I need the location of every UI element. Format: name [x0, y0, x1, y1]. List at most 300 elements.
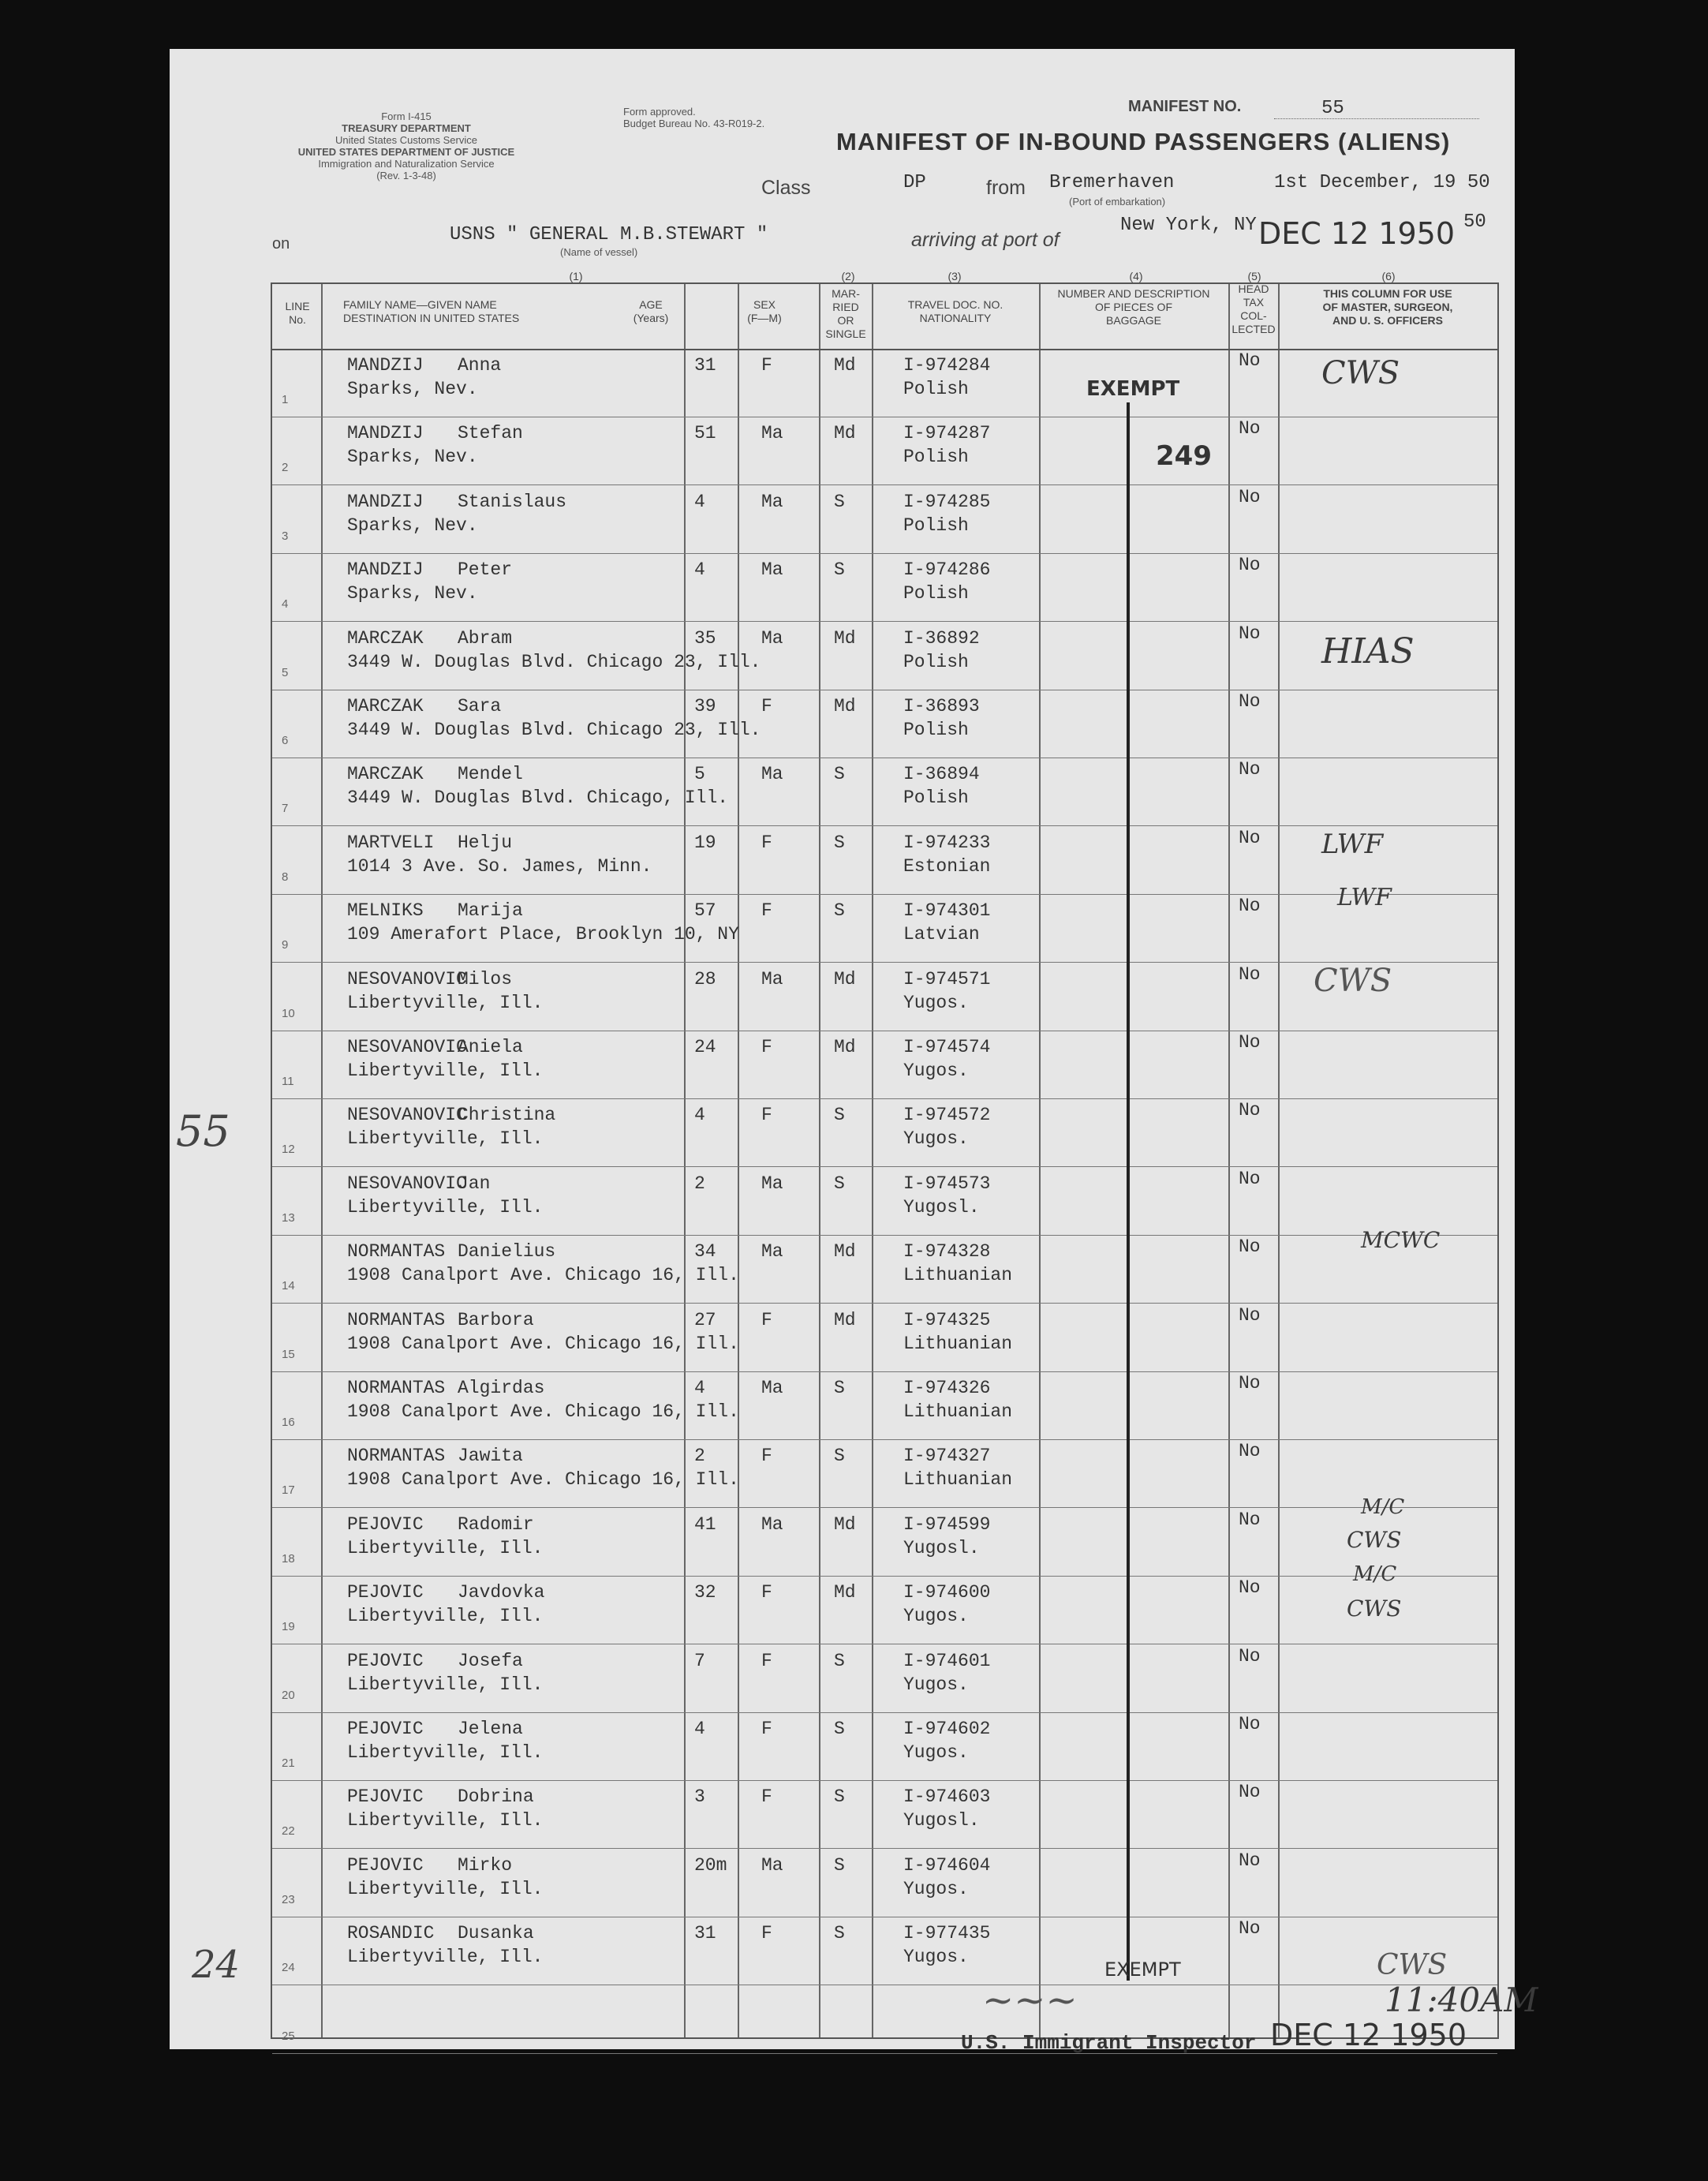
marital-status: Md: [834, 627, 856, 649]
nationality: Polish: [903, 514, 969, 536]
destination: 109 Amerafort Place, Brooklyn 10, NY: [347, 924, 739, 945]
head-tax: No: [1239, 896, 1261, 917]
marital-status: Md: [834, 1309, 856, 1330]
sex: F: [761, 355, 772, 376]
destination: Libertyville, Ill.: [347, 1061, 544, 1081]
baggage-exempt-bottom: EXEMPT: [1104, 1958, 1181, 1981]
marital-status: S: [834, 1719, 845, 1739]
given-name: Aniela: [458, 1037, 523, 1057]
travel-doc-no: I-974287: [903, 423, 991, 444]
travel-doc-no: I-974572: [903, 1105, 991, 1126]
nationality: Yugos.: [903, 1742, 969, 1763]
given-name: Jelena: [458, 1719, 523, 1739]
sex: Ma: [761, 1854, 783, 1876]
marital-status: S: [834, 1378, 845, 1398]
age: 7: [694, 1650, 705, 1671]
marital-status: Md: [834, 1513, 856, 1535]
manifest-page: [170, 49, 1538, 2055]
col-sex-header: SEX (F—M): [747, 298, 782, 324]
age: 4: [694, 559, 705, 581]
family-name: PEJOVIC: [347, 1513, 424, 1535]
family-name: MANDZIJ: [347, 491, 424, 512]
port-embarkation-note: (Port of embarkation): [1069, 196, 1166, 208]
line-number: 7: [282, 802, 289, 816]
given-name: Helju: [458, 832, 513, 853]
col-num-5: (5): [1247, 270, 1261, 282]
nationality: Yugos.: [903, 992, 969, 1013]
travel-doc-no: I-974301: [903, 900, 991, 922]
line-number: 14: [282, 1279, 295, 1293]
sex: F: [761, 1105, 772, 1126]
marital-status: Md: [834, 423, 856, 444]
date-value: 1st December, 19 50: [1274, 172, 1490, 193]
destination: Libertyville, Ill.: [347, 1606, 544, 1627]
sex: F: [761, 1446, 772, 1467]
destination: Libertyville, Ill.: [347, 1947, 544, 1968]
marital-status: Md: [834, 1241, 856, 1263]
family-name: MANDZIJ: [347, 423, 424, 444]
family-name: PEJOVIC: [347, 1650, 424, 1671]
head-tax: No: [1239, 1918, 1261, 1940]
age: 20m: [694, 1854, 727, 1876]
table-row: [272, 1031, 1497, 1099]
family-name: PEJOVIC: [347, 1582, 424, 1603]
head-tax: No: [1239, 555, 1261, 576]
destination: 1014 3 Ave. So. James, Minn.: [347, 855, 652, 877]
marital-status: S: [834, 900, 845, 922]
given-name: Abram: [458, 627, 513, 649]
travel-doc-no: I-974285: [903, 491, 991, 512]
sex: Ma: [761, 1513, 783, 1535]
note-mcwc: MCWC: [1361, 1227, 1441, 1253]
nationality: Polish: [903, 379, 969, 399]
travel-doc-no: I-36893: [903, 696, 980, 716]
age: 19: [694, 832, 716, 853]
given-name: Mendel: [458, 764, 523, 785]
sex: Ma: [761, 559, 783, 581]
head-tax: No: [1239, 1509, 1261, 1530]
destination: Libertyville, Ill.: [347, 1674, 544, 1695]
given-name: Jan: [458, 1173, 491, 1194]
travel-doc-no: I-974325: [903, 1309, 991, 1330]
note-mc-2: M/C: [1353, 1562, 1397, 1586]
family-name: MARCZAK: [347, 764, 424, 785]
approval-text: Form approved.: [623, 106, 696, 118]
destination: Libertyville, Ill.: [347, 1810, 544, 1831]
col-num-2: (2): [841, 270, 855, 282]
given-name: Sara: [458, 696, 502, 716]
family-name: NESOVANOVIC: [347, 1037, 467, 1057]
table-row: [272, 1917, 1497, 1985]
col-name-header: FAMILY NAME—GIVEN NAME DESTINATION IN UNITED STATES: [343, 298, 520, 324]
age: 3: [694, 1786, 705, 1808]
nationality: Polish: [903, 447, 969, 468]
sex: F: [761, 900, 772, 922]
line-number: 2: [282, 461, 289, 475]
col-headtax-header: HEAD TAX COL- LECTED: [1231, 282, 1276, 335]
given-name: Stefan: [458, 423, 523, 444]
family-name: NORMANTAS: [347, 1378, 446, 1398]
given-name: Josefa: [458, 1650, 523, 1671]
line-number: 5: [282, 665, 289, 679]
family-name: MANDZIJ: [347, 355, 424, 376]
marital-status: S: [834, 1446, 845, 1467]
line-number: 21: [282, 1756, 295, 1770]
note-cws-1: CWS: [1321, 355, 1400, 391]
family-name: NORMANTAS: [347, 1446, 446, 1467]
nationality: Yugos.: [903, 1878, 969, 1899]
col-num-6: (6): [1381, 270, 1396, 282]
baggage-exempt-top: EXEMPT: [1086, 377, 1180, 401]
table-row: [272, 758, 1497, 826]
travel-doc-no: I-974573: [903, 1173, 991, 1194]
marital-status: S: [834, 1650, 845, 1671]
table-row: [272, 690, 1497, 758]
age: 4: [694, 1719, 705, 1739]
sex: Ma: [761, 1241, 783, 1263]
family-name: NESOVANOVIC: [347, 1105, 467, 1126]
col-num-4: (4): [1129, 270, 1143, 282]
nationality: Lithuanian: [903, 1401, 1013, 1422]
line-number: 24: [282, 1961, 295, 1975]
marital-status: S: [834, 491, 845, 512]
given-name: Marija: [458, 900, 523, 922]
given-name: Algirdas: [458, 1378, 545, 1398]
head-tax: No: [1239, 1441, 1261, 1462]
line-number: 15: [282, 1347, 295, 1361]
given-name: Stanislaus: [458, 491, 567, 512]
given-name: Christina: [458, 1105, 556, 1126]
given-name: Peter: [458, 559, 513, 581]
nationality: Lithuanian: [903, 1333, 1013, 1354]
col-num-1: (1): [569, 270, 583, 282]
table-row: [272, 553, 1497, 622]
age: 2: [694, 1446, 705, 1467]
marital-status: S: [834, 1854, 845, 1876]
note-lwf-1: LWF: [1321, 829, 1384, 860]
destination: Libertyville, Ill.: [347, 992, 544, 1013]
head-tax: No: [1239, 350, 1261, 371]
age: 32: [694, 1582, 716, 1603]
sex: Ma: [761, 1173, 783, 1194]
table-row: [272, 1235, 1497, 1304]
table-row: [272, 485, 1497, 554]
family-name: MANDZIJ: [347, 559, 424, 581]
arrival-port: New York, NY: [1120, 215, 1257, 236]
travel-doc-no: I-974603: [903, 1786, 991, 1808]
line-number: 18: [282, 1551, 295, 1566]
travel-doc-no: I-974602: [903, 1719, 991, 1739]
age: 24: [694, 1037, 716, 1057]
sex: F: [761, 1037, 772, 1057]
head-tax: No: [1239, 623, 1261, 644]
destination: Sparks, Nev.: [347, 379, 478, 399]
age: 4: [694, 1105, 705, 1126]
head-tax: No: [1239, 827, 1261, 848]
line-number: 16: [282, 1416, 295, 1429]
head-tax: No: [1239, 963, 1261, 985]
age: 35: [694, 627, 716, 649]
marital-status: S: [834, 764, 845, 785]
age: 27: [694, 1309, 716, 1330]
sex: F: [761, 1923, 772, 1944]
marital-status: S: [834, 1923, 845, 1944]
sex: Ma: [761, 423, 783, 444]
sex: Ma: [761, 491, 783, 512]
line-number: 22: [282, 1824, 295, 1839]
age: 51: [694, 423, 716, 444]
table-row: [272, 1849, 1497, 1917]
family-name: PEJOVIC: [347, 1854, 424, 1876]
table-row: [272, 1576, 1497, 1644]
line-number: 6: [282, 734, 289, 747]
nationality: Yugosl.: [903, 1196, 980, 1218]
marital-status: Md: [834, 1582, 856, 1603]
class-label: Class: [761, 177, 811, 199]
destination: 3449 W. Douglas Blvd. Chicago, Ill.: [347, 787, 729, 809]
destination: 1908 Canalport Ave. Chicago 16, Ill.: [347, 1469, 739, 1491]
line-number: 13: [282, 1210, 295, 1225]
line-number: 11: [282, 1075, 294, 1088]
family-name: NORMANTAS: [347, 1241, 446, 1263]
travel-doc-no: I-974327: [903, 1446, 991, 1467]
destination: Libertyville, Ill.: [347, 1196, 544, 1218]
from-value: Bremerhaven: [1049, 172, 1175, 193]
table-row: [272, 1508, 1497, 1577]
age: 28: [694, 968, 716, 989]
note-cws-4: CWS: [1347, 1596, 1402, 1622]
arrival-time: 11:40AM: [1385, 1981, 1538, 2019]
family-name: NESOVANOVIC: [347, 1173, 467, 1194]
table-row: [272, 1304, 1497, 1372]
nationality: Yugosl.: [903, 1537, 980, 1558]
travel-doc-no: I-977435: [903, 1923, 991, 1944]
nationality: Lithuanian: [903, 1265, 1013, 1286]
marital-status: Md: [834, 968, 856, 989]
destination: Sparks, Nev.: [347, 583, 478, 604]
justice-dept: UNITED STATES DEPARTMENT OF JUSTICE: [297, 146, 515, 158]
note-cws-3: CWS: [1347, 1527, 1402, 1553]
manifest-title: MANIFEST OF IN-BOUND PASSENGERS (ALIENS): [836, 128, 1451, 155]
family-name: PEJOVIC: [347, 1719, 424, 1739]
line-number: 10: [282, 1006, 295, 1020]
col-married-header: MAR- RIED OR SINGLE: [825, 287, 866, 340]
destination: Sparks, Nev.: [347, 447, 478, 468]
table-row: [272, 1780, 1497, 1849]
given-name: Jawita: [458, 1446, 523, 1467]
table-row: [272, 349, 1497, 417]
head-tax: No: [1239, 691, 1261, 712]
form-number: Form I-415: [381, 110, 432, 122]
destination: Libertyville, Ill.: [347, 1878, 544, 1899]
line-number: 4: [282, 597, 289, 612]
sex: F: [761, 1582, 772, 1603]
col-line-header: LINE No.: [285, 300, 310, 326]
budget-text: Budget Bureau No. 43-R019-2.: [623, 118, 765, 129]
note-lwf-2: LWF: [1337, 884, 1392, 911]
col-officers-header: THIS COLUMN FOR USE OF MASTER, SURGEON, AND U. S. OFFICERS: [1322, 287, 1453, 327]
age: 5: [694, 764, 705, 785]
age: 41: [694, 1513, 716, 1535]
ins-service: Immigration and Naturalization Service: [318, 158, 495, 170]
table-row: [272, 894, 1497, 963]
age: 57: [694, 900, 716, 922]
marital-status: S: [834, 832, 845, 853]
table-row: [272, 1439, 1497, 1508]
sex: F: [761, 1719, 772, 1739]
head-tax: No: [1239, 1714, 1261, 1734]
travel-doc-no: I-974328: [903, 1241, 991, 1263]
sex: Ma: [761, 764, 783, 785]
travel-doc-no: I-974601: [903, 1650, 991, 1671]
sex: Ma: [761, 1378, 783, 1398]
destination: 3449 W. Douglas Blvd. Chicago 23, Ill.: [347, 720, 761, 740]
destination: 1908 Canalport Ave. Chicago 16, Ill.: [347, 1265, 739, 1286]
nationality: Estonian: [903, 855, 991, 877]
head-tax: No: [1239, 1236, 1261, 1258]
margin-count-55: 55: [176, 1106, 230, 1156]
travel-doc-no: I-974599: [903, 1513, 991, 1535]
sex: F: [761, 1786, 772, 1808]
given-name: Mirko: [458, 1854, 513, 1876]
signature: ~~~: [982, 1978, 1078, 2022]
arriving-label: arriving at port of: [911, 229, 1060, 251]
marital-status: S: [834, 1173, 845, 1194]
destination: 3449 W. Douglas Blvd. Chicago 23, Ill.: [347, 651, 761, 672]
age: 4: [694, 491, 705, 512]
travel-doc-no: I-974571: [903, 968, 991, 989]
sex: Ma: [761, 968, 783, 989]
line-number: 19: [282, 1620, 295, 1634]
col-baggage-header: NUMBER AND DESCRIPTION OF PIECES OF BAGGAGE: [1057, 287, 1210, 327]
head-tax: No: [1239, 1100, 1261, 1121]
note-mc-1: M/C: [1361, 1495, 1405, 1519]
nationality: Yugos.: [903, 1947, 969, 1968]
nationality: Yugos.: [903, 1606, 969, 1627]
family-name: PEJOVIC: [347, 1786, 424, 1808]
marital-status: Md: [834, 355, 856, 376]
line-number: 3: [282, 529, 289, 543]
class-value: DP: [903, 172, 926, 193]
head-tax: No: [1239, 1373, 1261, 1394]
head-tax: No: [1239, 1168, 1261, 1189]
col-age-header: AGE (Years): [633, 298, 669, 324]
head-tax: No: [1239, 418, 1261, 440]
destination: 1908 Canalport Ave. Chicago 16, Ill.: [347, 1401, 739, 1422]
age: 39: [694, 696, 716, 716]
family-name: ROSANDIC: [347, 1923, 435, 1944]
destination: Libertyville, Ill.: [347, 1537, 544, 1558]
baggage-count: 249: [1156, 440, 1212, 472]
line-number: 1: [282, 393, 289, 406]
age: 2: [694, 1173, 705, 1194]
note-cws-5: CWS: [1377, 1949, 1448, 1981]
given-name: Radomir: [458, 1513, 534, 1535]
given-name: Danielius: [458, 1241, 556, 1263]
travel-doc-no: I-974233: [903, 832, 991, 853]
nationality: Yugosl.: [903, 1810, 980, 1831]
table-row: [272, 1371, 1497, 1440]
revision: (Rev. 1-3-48): [376, 170, 436, 181]
manifest-number: 55: [1321, 98, 1344, 119]
line-number: 9: [282, 938, 289, 952]
head-tax: No: [1239, 486, 1261, 507]
table-row: [272, 1712, 1497, 1781]
sex: Ma: [761, 627, 783, 649]
nationality: Yugos.: [903, 1061, 969, 1081]
nationality: Polish: [903, 583, 969, 604]
travel-doc-no: I-974574: [903, 1037, 991, 1057]
head-tax: No: [1239, 1032, 1261, 1053]
table-row: [272, 622, 1497, 690]
line-number: 20: [282, 1688, 295, 1702]
destination: Sparks, Nev.: [347, 514, 478, 536]
head-tax: No: [1239, 1782, 1261, 1803]
travel-doc-no: I-974604: [903, 1854, 991, 1876]
table-row: [272, 1644, 1497, 1713]
form-approval: [623, 106, 813, 129]
nationality: Yugos.: [903, 1128, 969, 1150]
head-tax: No: [1239, 759, 1261, 780]
destination: Libertyville, Ill.: [347, 1128, 544, 1150]
head-tax: No: [1239, 1645, 1261, 1667]
travel-doc-no: I-974600: [903, 1582, 991, 1603]
given-name: Javdovka: [458, 1582, 545, 1603]
given-name: Milos: [458, 968, 513, 989]
on-label: on: [272, 235, 290, 253]
table-row: [272, 826, 1497, 895]
given-name: Anna: [458, 355, 502, 376]
nationality: Yugos.: [903, 1674, 969, 1695]
family-name: MARTVELI: [347, 832, 435, 853]
age: 31: [694, 1923, 716, 1944]
manifest-number-label: MANIFEST NO.: [1128, 98, 1242, 115]
family-name: NESOVANOVIC: [347, 968, 467, 989]
vessel-note: (Name of vessel): [560, 246, 638, 258]
note-cws-2: CWS: [1314, 963, 1392, 999]
destination: Libertyville, Ill.: [347, 1742, 544, 1763]
from-label: from: [986, 177, 1026, 199]
marital-status: S: [834, 1105, 845, 1126]
arrival-date-stamp: DEC 12 1950: [1258, 216, 1456, 251]
marital-status: S: [834, 559, 845, 581]
line-number: 8: [282, 870, 289, 884]
nationality: Latvian: [903, 924, 980, 945]
line-number: 17: [282, 1483, 295, 1498]
form-header-left: [264, 110, 548, 181]
nationality: Lithuanian: [903, 1469, 1013, 1491]
margin-count-24: 24: [192, 1943, 241, 1987]
family-name: NORMANTAS: [347, 1309, 446, 1330]
head-tax: No: [1239, 1304, 1261, 1326]
nationality: Polish: [903, 651, 969, 672]
nationality: Polish: [903, 720, 969, 740]
given-name: Dobrina: [458, 1786, 534, 1808]
marital-status: S: [834, 1786, 845, 1808]
note-hias: HIAS: [1321, 631, 1415, 672]
table-row: [272, 1167, 1497, 1236]
age: 4: [694, 1378, 705, 1398]
table-row: [272, 1098, 1497, 1167]
inspector-date-stamp: DEC 12 1950: [1270, 2018, 1467, 2052]
nationality: Polish: [903, 787, 969, 809]
age: 31: [694, 355, 716, 376]
baggage-bracket-line: [1127, 402, 1130, 1981]
head-tax: No: [1239, 1850, 1261, 1871]
travel-doc-no: I-974326: [903, 1378, 991, 1398]
line-number: 23: [282, 1892, 295, 1906]
family-name: MARCZAK: [347, 696, 424, 716]
